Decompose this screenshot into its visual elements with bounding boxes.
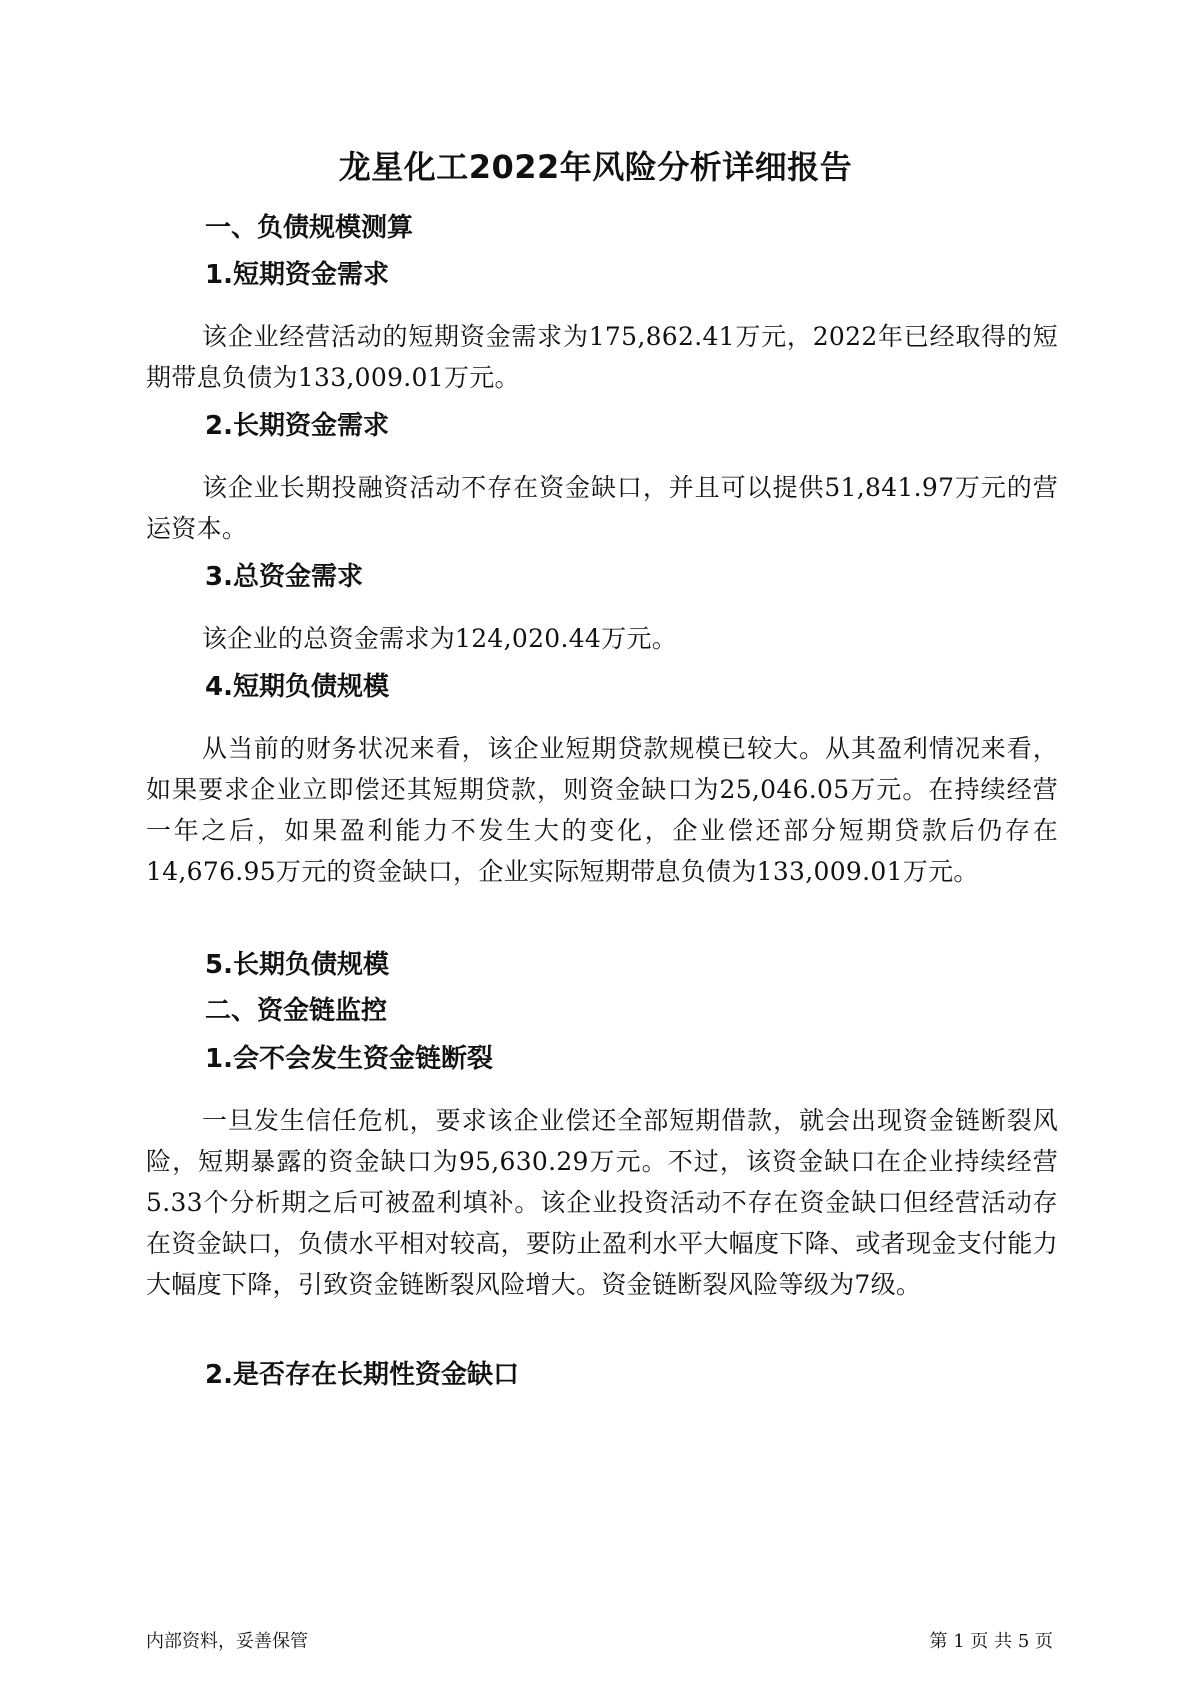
footer-confidential-note: 内部资料，妥善保管 [146,1631,308,1652]
section-heading-liability-scale: 一、负债规模测算 [205,213,414,243]
paragraph-long-term-funding: 该企业长期投融资活动不存在资金缺口，并且可以提供51,841.97万元的营运资本。 [146,473,1058,543]
subheading-long-term-debt: 5.长期负债规模 [205,950,389,980]
subheading-short-term-funding: 1.短期资金需求 [205,260,389,290]
paragraph-total-funding: 该企业的总资金需求为124,020.44万元。 [202,624,678,653]
subheading-long-term-funding: 2.长期资金需求 [205,411,389,441]
paragraph-short-term-debt: 从当前的财务状况来看，该企业短期贷款规模已较大。从其盈利情况来看，如果要求企业立即偿还其短期贷款，则资金缺口为25,046.05万元。在持续经营一年之后，如果盈利能力不发生大的变化，企业偿还部分短期贷款后仍存在14,676.95万元的资金缺口，企业实际短期带息负债为133,009.01万元。 [146,734,1058,886]
subheading-short-term-debt: 4.短期负债规模 [205,672,389,702]
paragraph-short-term-funding: 该企业经营活动的短期资金需求为175,862.41万元，2022年已经取得的短期带息负债为133,009.01万元。 [146,322,1058,392]
subheading-total-funding: 3.总资金需求 [205,562,363,592]
subheading-long-term-gap: 2.是否存在长期性资金缺口 [205,1360,519,1390]
footer-page-number: 第 1 页 共 5 页 [929,1631,1053,1652]
document-title: 龙星化工2022年风险分析详细报告 [338,148,853,186]
section-heading-funding-chain: 二、资金链监控 [205,996,388,1026]
paragraph-chain-break: 一旦发生信任危机，要求该企业偿还全部短期借款，就会出现资金链断裂风险，短期暴露的资金缺口为95,630.29万元。不过，该资金缺口在企业持续经营 5.33个分析期之后可被盈利填补。该企业投资活动不存在资金缺口但经营活动存在资金缺口，负债水平相对较高，要防止盈利水平大幅度下降、或者现金支付能力大幅度下降，引致资金链断裂风险增大。资金链断裂风险等级为7级。 [146,1106,1058,1299]
subheading-chain-break: 1.会不会发生资金链断裂 [205,1044,493,1074]
